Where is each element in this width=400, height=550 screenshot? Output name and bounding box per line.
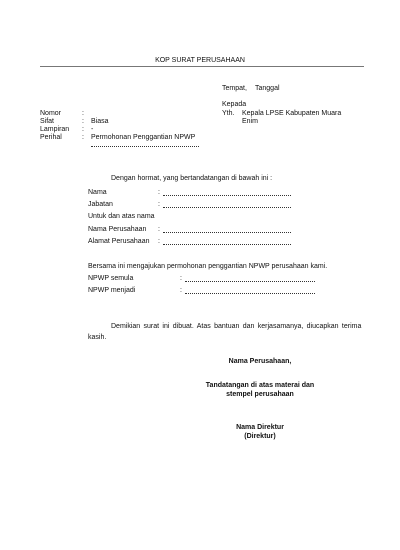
on-behalf-text: Untuk dan atas nama — [88, 213, 155, 220]
perihal-underline — [91, 146, 199, 147]
letterhead-rule — [40, 66, 364, 67]
field-blank-alamat-perusahaan — [163, 244, 291, 245]
field-label-npwp-semula: NPWP semula — [88, 275, 134, 282]
field-colon-npwp-semula: : — [180, 275, 182, 282]
field-blank-jabatan — [163, 207, 291, 208]
field-colon-npwp-menjadi: : — [180, 287, 182, 294]
letterhead-title: KOP SURAT PERUSAHAAN — [155, 57, 245, 64]
field-label-alamat-perusahaan: Alamat Perusahaan — [88, 238, 150, 245]
recipient-kepada: Kepada — [222, 101, 247, 108]
recipient-yth: Yth. — [222, 110, 235, 117]
field-label-npwp-menjadi: NPWP menjadi — [88, 287, 136, 294]
field-colon-nama: : — [158, 189, 160, 196]
meta-label-nomor: Nomor — [40, 110, 62, 117]
signature-stamp-line-2: stempel perusahaan — [226, 391, 294, 398]
meta-label-lampiran: Lampiran — [40, 126, 70, 133]
signature-director-role: (Direktur) — [244, 433, 276, 440]
field-blank-npwp-menjadi — [185, 293, 315, 294]
signature-stamp-line-1: Tandatangan di atas materai dan — [205, 382, 315, 389]
place-label: Tempat, — [222, 85, 247, 92]
signature-company: Nama Perusahaan, — [228, 358, 292, 365]
meta-colon-perihal: : — [82, 134, 84, 141]
meta-label-perihal: Perihal — [40, 134, 62, 141]
request-text: Bersama ini mengajukan permohonan penggantian NPWP perusahaan kami. — [88, 263, 328, 270]
field-label-nama-perusahaan: Nama Perusahaan — [88, 226, 147, 233]
meta-colon-lampiran: : — [82, 126, 84, 133]
field-colon-alamat-perusahaan: : — [158, 238, 160, 245]
meta-value-perihal: Permohonan Penggantian NPWP — [91, 134, 196, 141]
meta-value-lampiran: - — [91, 126, 94, 133]
field-blank-npwp-semula — [185, 281, 315, 282]
meta-colon-sifat: : — [82, 118, 84, 125]
field-blank-nama-perusahaan — [163, 232, 291, 233]
field-label-jabatan: Jabatan — [88, 201, 113, 208]
field-blank-nama — [163, 195, 291, 196]
field-colon-jabatan: : — [158, 201, 160, 208]
signature-director-name: Nama Direktur — [236, 424, 284, 431]
closing-line-1: Demikian surat ini dibuat. Atas bantuan dan kerjasamanya, diucapkan terima — [111, 323, 362, 330]
meta-colon-nomor: : — [82, 110, 84, 117]
meta-value-sifat: Biasa — [91, 118, 109, 125]
meta-label-sifat: Sifat — [40, 118, 55, 125]
date-label: Tanggal — [255, 85, 280, 92]
recipient-line-2: Enim — [242, 118, 258, 125]
opening-text: Dengan hormat, yang bertandatangan di bawah ini : — [111, 175, 273, 182]
recipient-line-1: Kepala LPSE Kabupaten Muara — [242, 110, 342, 117]
closing-line-2: kasih. — [88, 334, 107, 341]
field-label-nama: Nama — [88, 189, 107, 196]
field-colon-nama-perusahaan: : — [158, 226, 160, 233]
